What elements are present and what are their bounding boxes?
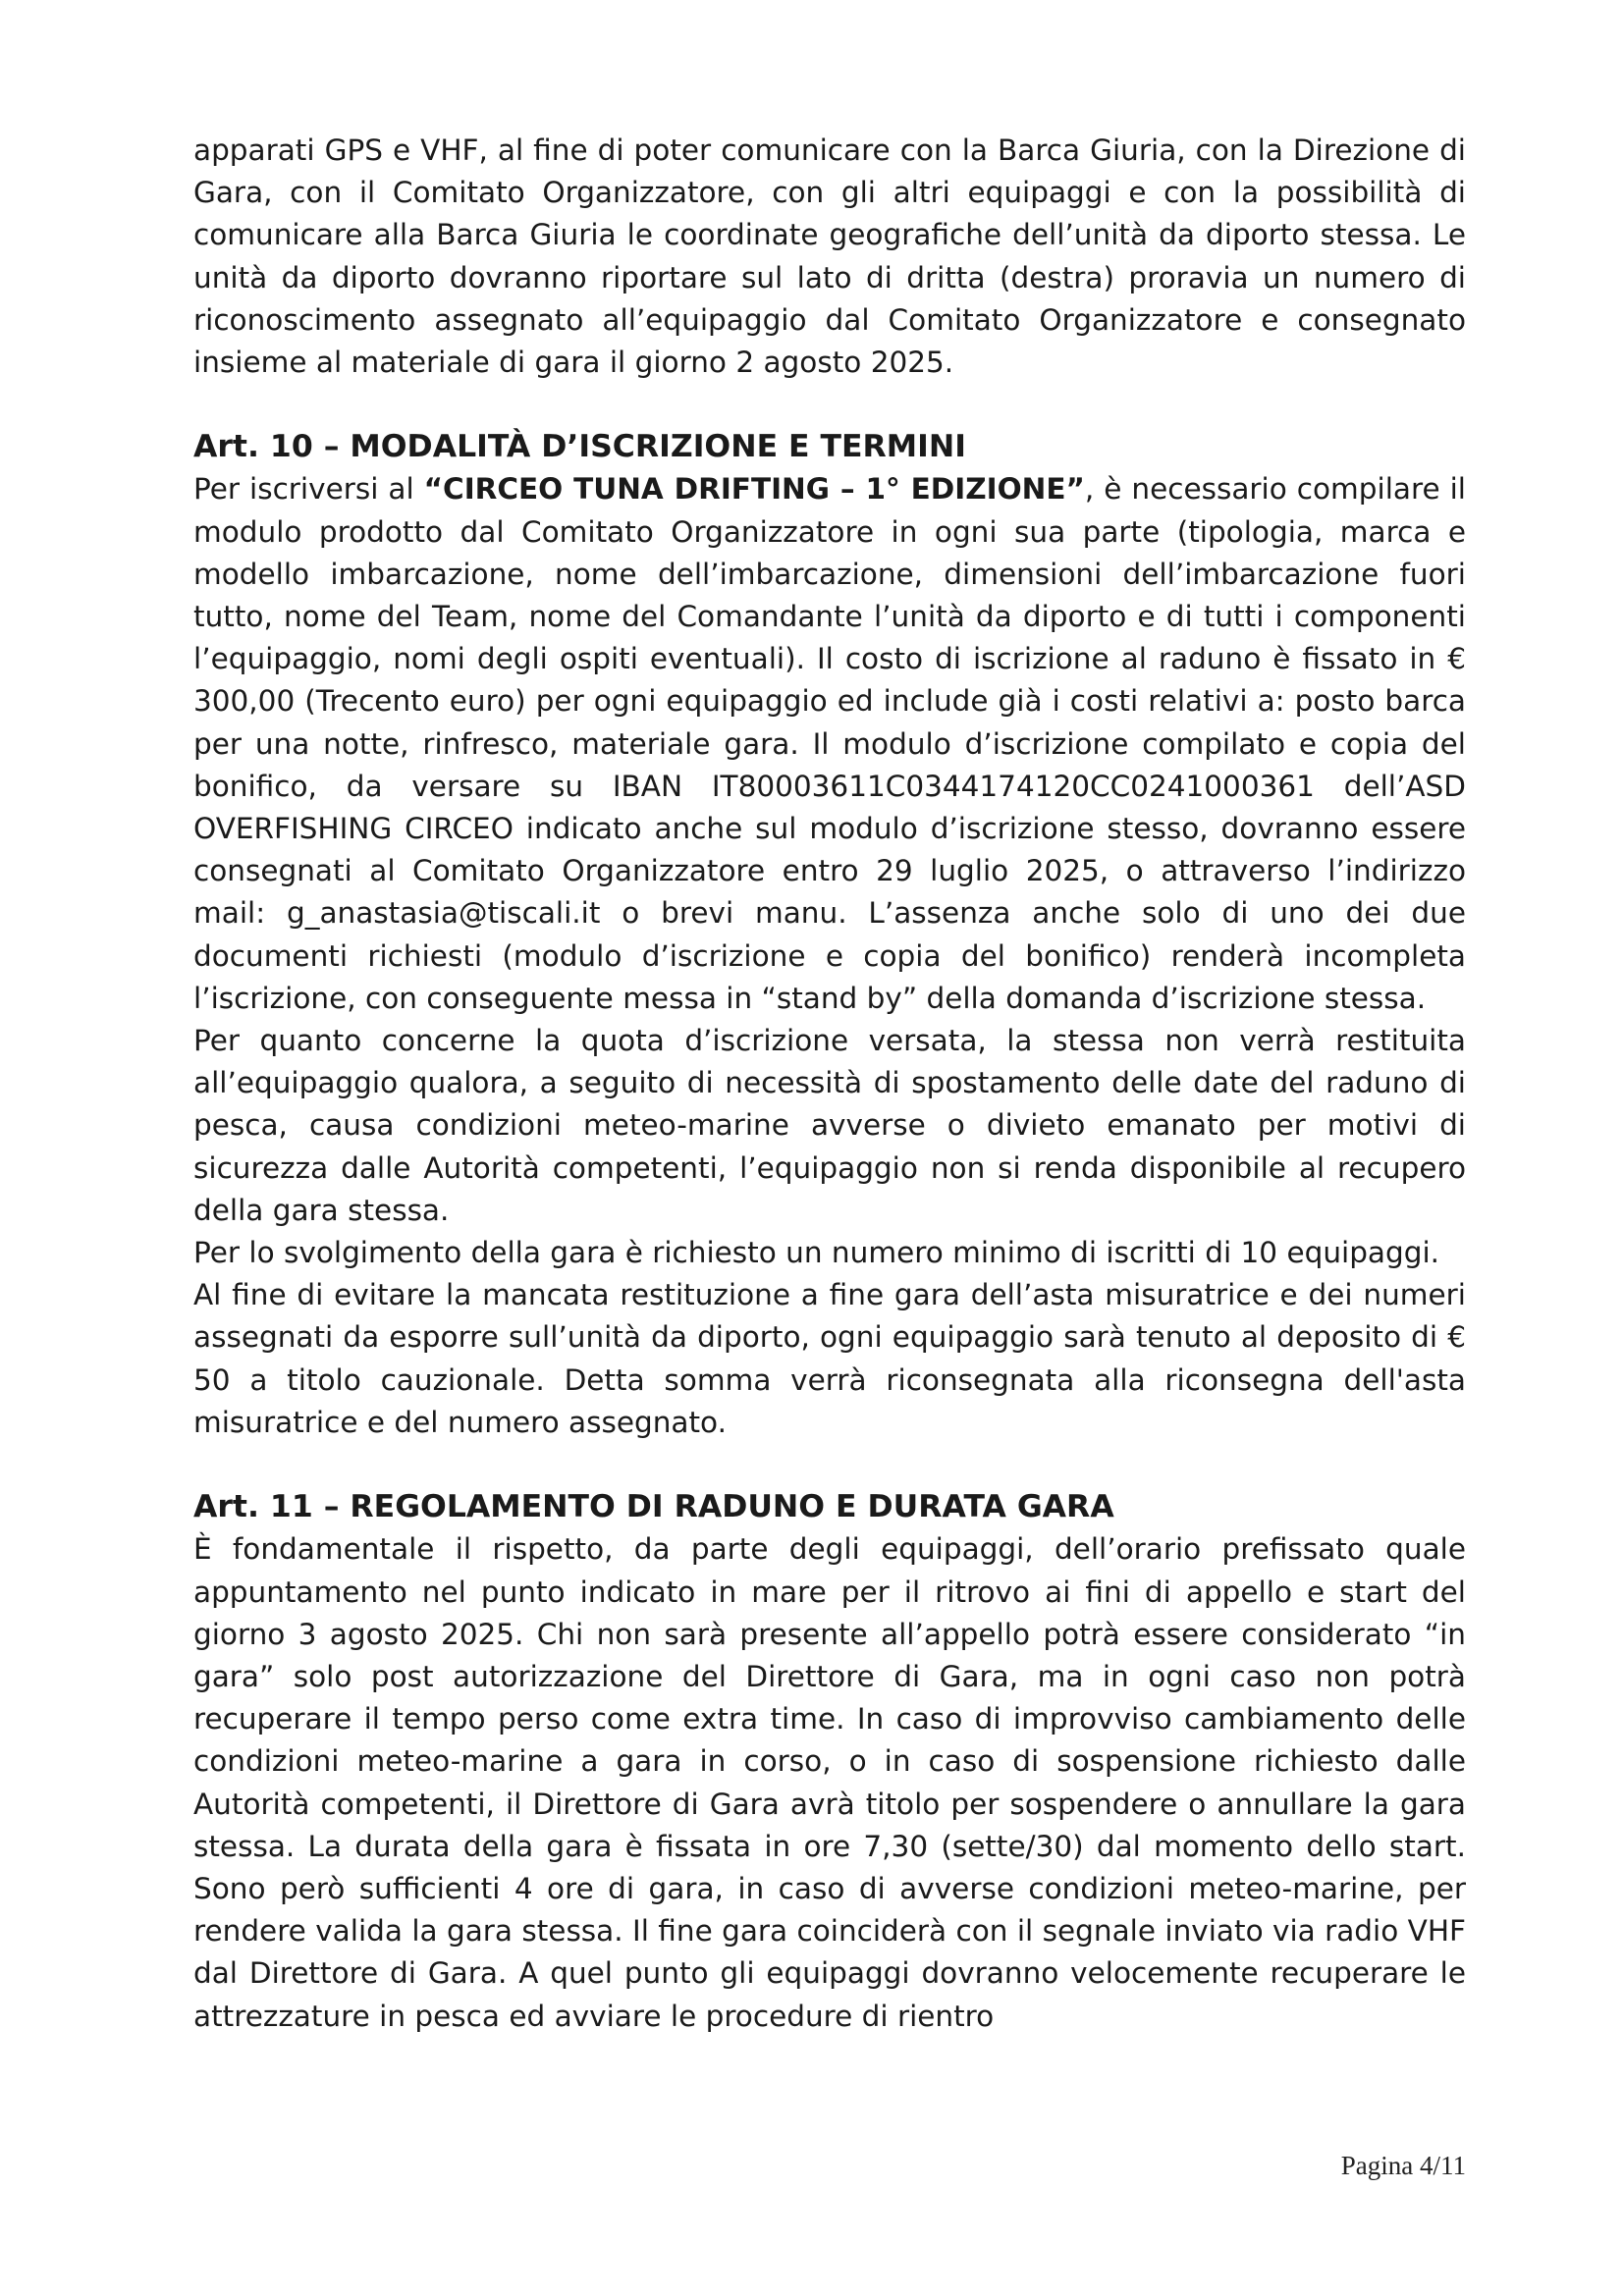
section-spacer bbox=[193, 384, 1466, 426]
section-spacer bbox=[193, 1444, 1466, 1486]
event-title: “CIRCEO TUNA DRIFTING – 1° EDIZIONE” bbox=[423, 472, 1085, 507]
document-page bbox=[193, 130, 1466, 2038]
art11-paragraph-1: È fondamentale il rispetto, da parte degli equipaggi, dell’orario prefissato quale appuntamento nel punto indicato in mare per il ritrovo ai fini di appello e start del giorno 3 agosto 2025. Chi non sarà presente all’appello potrà essere considerato “in gara” solo post autorizzazione del Direttore di Gara, ma in ogni caso non potrà recuperare il tempo perso come extra time. In caso di improvviso cambiamento delle condizioni meteo-marine a gara in corso, o in caso di sospensione richiesto dalle Autorità competenti, il Direttore di Gara avrà titolo per sospendere o annullare la gara stessa. La durata della gara è fissata in ore 7,30 (sette/30) dal momento dello start. Sono però sufficienti 4 ore di gara, in caso di avverse condizioni meteo-marine, per rendere valida la gara stessa. Il fine gara coinciderà con il segnale inviato via radio VHF dal Direttore di Gara. A quel punto gli equipaggi dovranno velocemente recuperare le attrezzature in pesca ed avviare le procedure di rientro bbox=[193, 1532, 1466, 2033]
art10-heading: Art. 10 – MODALITÀ D’ISCRIZIONE E TERMINI bbox=[193, 429, 966, 465]
art10-paragraph-2: Per quanto concerne la quota d’iscrizione versata, la stessa non verrà restituita all’equipaggio qualora, a seguito di necessità di spostamento delle date del raduno di pesca, causa condizioni meteo-marine avverse o divieto emanato per motivi di sicurezza dalle Autorità competenti, l’equipaggio non si renda disponibile al recupero della gara stessa. bbox=[193, 1024, 1466, 1227]
art10-paragraph-3: Per lo svolgimento della gara è richiesto un numero minimo di iscritti di 10 equipaggi. bbox=[193, 1236, 1440, 1270]
art10-p1-before: Per iscriversi al bbox=[193, 472, 424, 507]
intro-paragraph: apparati GPS e VHF, al fine di poter comunicare con la Barca Giuria, con la Direzione di Gara, con il Comitato Organizzatore, con gli altri equipaggi e con la possibilità di comunicare alla Barca Giuria le coordinate geografiche dell’unità da diporto stessa. Le unità da diporto dovranno riportare sul lato di dritta (destra) proravia un numero di riconoscimento assegnato all’equipaggio dal Comitato Organizzatore e consegnato insieme al materiale di gara il giorno 2 agosto 2025. bbox=[193, 133, 1466, 380]
page-number: Pagina 4/11 bbox=[1340, 2151, 1466, 2180]
art10-p1-after: , è necessario compilare il modulo prodotto dal Comitato Organizzatore in ogni sua parte (tipologia, marca e modello imbarcazione, nome dell’imbarcazione, dimensioni dell’imbarcazione fuori tutto, nome del Team, nome del Comandante l’unità da diporto e di tutti i componenti l’equipaggio, nomi degli ospiti eventuali). Il costo di iscrizione al raduno è fissato in € 300,00 (Trecento euro) per ogni equipaggio ed include già i costi relativi a: posto barca per una notte, rinfresco, materiale gara. Il modulo d’iscrizione compilato e copia del bonifico, da versare su IBAN IT80003611C0344174120CC0241000361 dell’ASD OVERFISHING CIRCEO indicato anche sul modulo d’iscrizione stesso, dovranno essere consegnati al Comitato Organizzatore entro 29 luglio 2025, o attraverso l’indirizzo mail: g_anastasia@tiscali.it o brevi manu. L’assenza anche solo di uno dei due documenti richiesti (modulo d’iscrizione e copia del bonifico) renderà incompleta l’iscrizione, con conseguente messa in “stand by” della domanda d’iscrizione stessa. bbox=[193, 472, 1466, 1015]
art11-heading: Art. 11 – REGOLAMENTO DI RADUNO E DURATA GARA bbox=[193, 1489, 1114, 1525]
art10-paragraph-1 bbox=[193, 468, 1466, 1020]
art10-paragraph-4: Al fine di evitare la mancata restituzione a fine gara dell’asta misuratrice e dei numeri assegnati da esporre sull’unità da diporto, ogni equipaggio sarà tenuto al deposito di € 50 a titolo cauzionale. Detta somma verrà riconsegnata alla riconsegna dell'asta misuratrice e del numero assegnato. bbox=[193, 1278, 1466, 1439]
